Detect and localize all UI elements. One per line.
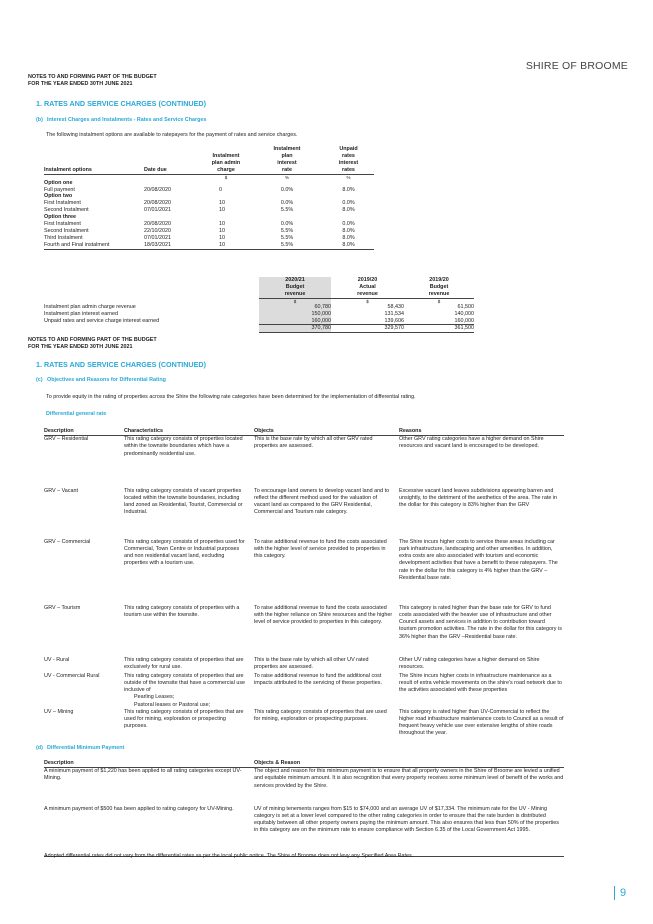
col-header-reasons: Reasons <box>399 428 422 434</box>
col-header-objects: Objects <box>254 428 274 434</box>
rate-objects: This is the base rate by which all other GRV rated properties are assessed. <box>254 436 373 450</box>
subsection-letter: (b) <box>36 117 43 123</box>
section-title-repeat: 1. RATES AND SERVICE CHARGES (CONTINUED) <box>36 360 206 369</box>
unpaid-interest-rate: 8.0% <box>342 186 355 193</box>
date-due: 20/08/2020 <box>144 200 171 207</box>
revenue-table <box>44 277 474 333</box>
unpaid-interest-rate <box>323 214 374 221</box>
characteristics-text: This rating category consists of properties that are outside of the townsite that have a commercial use inclusive of <box>124 672 246 694</box>
minimum-payment-table <box>44 760 564 857</box>
option-label: Full payment <box>44 186 75 193</box>
rate-objects: This is the base rate by which all other UV rated properties are assessed. <box>254 656 369 670</box>
characteristics-text: This rating category consists of properties used for Commercial, Town Centre or Industrial purposes and non residential vacant land, excluding properties with a tourism use. <box>124 538 245 567</box>
admin-charge: 10 <box>219 221 225 228</box>
unit-label: % <box>284 174 289 180</box>
characteristics-text: This rating category consists of properties that are exclusively for rural use. <box>124 656 244 670</box>
table-row <box>44 318 474 325</box>
date-due: 07/01/2021 <box>144 207 171 214</box>
col-header-date: Date due <box>144 166 167 173</box>
characteristics-text: This rating category consists of vacant properties located within the townsite boundaries, including land zoned as Residential, Tourist, Commercial or Industrial. <box>124 487 243 516</box>
rate-objects: To encourage land owners to develop vacant land and to reflect the different method used for the valuation of vacant land as compared to the GRV Residential, Commercial and Tourism rate category. <box>254 487 390 516</box>
header-line: 2019/20 <box>429 277 449 283</box>
characteristics-text: This rating category consists of properties with a tourism use within the townsite. <box>124 604 240 618</box>
table-row <box>44 193 374 200</box>
date-due <box>139 193 201 200</box>
minimum-objects-reason: UV of mining tenements ranges from $15 to $74,000 and an average UV of $17,334. The minimum rate for the UV - Mining category is set at a lower level compared to the other rating categories in order to ensure that the rate burden is distributed equitably between all other property owners paying the minimum amount. This also ensures that less than 50% of the properties in this category are on the minimum rate to ensure compliance with Section 6.35 of the Local Government Act 1995. <box>254 805 559 834</box>
admin-charge <box>201 214 251 221</box>
table-row <box>44 221 374 228</box>
rate-reasons: Other GRV rating categories have a higher demand on Shire resources and vacant land is encouraged to be developed. <box>399 436 544 450</box>
table-row <box>44 228 374 235</box>
page-number-divider <box>614 886 615 900</box>
subsection-label: Objectives and Reasons for Differential Rating <box>47 377 166 383</box>
col-header-description: Description <box>44 428 74 434</box>
header-line: revenue <box>357 290 378 297</box>
plan-interest-rate: 5.5% <box>280 227 294 234</box>
revenue-value: 140,000 <box>454 310 474 317</box>
unpaid-interest-rate: 8.0% <box>342 234 355 241</box>
date-due: 20/08/2020 <box>144 221 171 228</box>
rate-description: UV - Commercial Rural <box>44 672 100 679</box>
subsection-c-title <box>36 377 166 383</box>
col-header-objects-reason: Objects & Reason <box>254 760 301 766</box>
admin-charge <box>201 193 251 200</box>
option-label: Second Instalment <box>44 207 89 214</box>
table-row <box>44 488 564 539</box>
minimum-description: A minimum payment of $1,220 has been applied to all rating categories except UV-Mining. <box>44 768 242 782</box>
table-row <box>44 311 474 318</box>
table-row <box>44 200 374 207</box>
date-due <box>139 180 201 187</box>
admin-charge: 10 <box>219 207 225 214</box>
header-line: revenue <box>284 290 306 297</box>
revenue-label: Instalment plan admin charge revenue <box>44 303 136 310</box>
table-row <box>44 806 564 856</box>
rate-description: UV – Mining <box>44 708 74 715</box>
unpaid-interest-rate: 0.0% <box>342 200 355 207</box>
total-budget-2021: 370,780 <box>259 325 331 333</box>
revenue-value: 150,000 <box>259 311 331 318</box>
notes-heading-line-2: FOR THE YEAR ENDED 30TH JUNE 2021 <box>28 80 133 87</box>
table-row <box>44 436 564 488</box>
table-row <box>44 207 374 214</box>
revenue-label: Unpaid rates and service charge interest earned <box>44 317 160 324</box>
rate-reasons: The Shire incurs higher costs to service these areas including car park infrastructure, landscaping and other amenities. In addition, extra costs are also associated with tourism and economic development activities that have a benefit to these ratepayers. The rate in the dollar for this category is 4% higher than the GRV –Residential base rate. <box>399 538 558 581</box>
revenue-value: 160,000 <box>259 318 331 325</box>
rate-reasons: Other UV rating categories have a higher demand on Shire resources. <box>399 656 540 670</box>
unpaid-interest-rate: 8.0% <box>342 207 355 214</box>
date-due: 07/01/2021 <box>144 234 171 241</box>
unit-label: $ <box>331 298 404 304</box>
unit-label: % <box>346 174 351 180</box>
col-header-unpaid-rate <box>323 146 374 174</box>
minimum-objects-reason: The object and reason for this minimum payment is to ensure that all property owners in the Shire of Broome are levied a unified and equitable minimum amount. It is also recognition that every property receives some minimum level of benefit of the works and services provided by the Shire. <box>254 768 564 789</box>
total-budget-2020: 361,500 <box>404 325 474 333</box>
instalment-intro: The following instalment options are available to ratepayers for the payment of rates and service charges. <box>46 132 298 138</box>
notes-heading-repeat <box>28 337 157 350</box>
col-header-plan-rate <box>251 146 323 174</box>
subsection-letter: (c) <box>36 377 43 383</box>
option-label: Second Instalment <box>44 227 89 234</box>
page-number: 9 <box>620 887 627 899</box>
admin-charge: 10 <box>219 241 225 248</box>
notes-heading <box>28 74 157 87</box>
rate-characteristics <box>124 605 254 657</box>
col-header-option: Instalment options <box>44 166 92 173</box>
table-row <box>44 605 564 657</box>
rate-characteristics <box>124 436 254 488</box>
revenue-value: 131,534 <box>384 310 404 317</box>
plan-interest-rate: 0.0% <box>280 200 294 207</box>
table-row <box>44 214 374 221</box>
table-row <box>44 673 564 709</box>
section-title: 1. RATES AND SERVICE CHARGES (CONTINUED) <box>36 99 206 108</box>
date-due: 18/03/2021 <box>144 241 171 248</box>
table-row <box>44 235 374 242</box>
table-row <box>44 768 564 806</box>
plan-interest-rate <box>251 180 323 187</box>
rate-reasons: The Shire incurs higher costs in infrastructure maintenance as a result of extra vehicle movements on the shire's road network due to the activities associated with these properties <box>399 672 562 694</box>
plan-interest-rate: 5.5% <box>280 241 294 248</box>
rate-characteristics <box>124 539 254 605</box>
col-header-budget-2021 <box>259 277 331 298</box>
rate-description: GRV – Commercial <box>44 538 91 545</box>
differential-rate-table <box>44 428 564 747</box>
unit-label: $ <box>404 298 474 304</box>
header-line: interest <box>277 159 297 166</box>
notes-heading-line-1: NOTES TO AND FORMING PART OF THE BUDGET <box>28 74 157 80</box>
header-line: rate <box>282 166 292 173</box>
unpaid-interest-rate: 8.0% <box>342 241 355 248</box>
rate-description: UV - Rural <box>44 656 70 663</box>
plan-interest-rate <box>251 214 323 221</box>
unpaid-interest-rate <box>323 193 374 200</box>
plan-interest-rate: 5.5% <box>280 234 294 241</box>
rate-characteristics <box>124 709 254 747</box>
header-line: charge <box>217 166 235 173</box>
header-line: Actual <box>359 283 376 290</box>
admin-charge: 10 <box>219 227 225 234</box>
revenue-value: 58,430 <box>387 303 404 310</box>
table-row <box>44 187 374 194</box>
header-line: plan admin <box>211 159 241 166</box>
total-actual-2020: 329,570 <box>331 325 404 333</box>
plan-interest-rate <box>251 193 323 200</box>
header-line: plan <box>281 152 293 159</box>
unit-label: $ <box>259 298 331 304</box>
col-header-actual-2020 <box>331 277 404 298</box>
unit-label: $ <box>224 174 228 180</box>
table-row <box>44 242 374 249</box>
col-header-characteristics: Characteristics <box>124 428 163 434</box>
col-header-admin <box>201 146 251 174</box>
header-line: Instalment <box>273 146 301 152</box>
rate-description: GRV – Vacant <box>44 487 78 494</box>
option-label: First Instalment <box>44 200 81 207</box>
differential-general-rate-label: Differential general rate <box>46 411 107 417</box>
date-due: 22/10/2020 <box>144 227 171 234</box>
plan-interest-rate: 0.0% <box>280 186 294 193</box>
rate-characteristics <box>124 657 254 673</box>
bullet-item: Pastoral leases or Pastoral use; <box>134 701 211 708</box>
rate-objects: This rating category consists of properties that are used for mining, exploration or prospecting purposes. <box>254 708 387 722</box>
characteristics-text: This rating category consists of properties that are used for mining, exploration or prospecting purposes. <box>124 708 244 730</box>
rate-description: GRV – Tourism <box>44 604 81 611</box>
header-line: 2020/21 <box>285 277 305 283</box>
table-row <box>44 709 564 747</box>
table-row <box>44 304 474 311</box>
bullet-item: Pearling Leases; <box>134 694 175 701</box>
header-line: Instalment <box>212 152 240 159</box>
revenue-value: 139,606 <box>384 317 404 324</box>
notes-heading-line-2: FOR THE YEAR ENDED 30TH JUNE 2021 <box>28 343 133 350</box>
subsection-d-title <box>36 745 124 751</box>
subsection-b-title <box>36 117 206 123</box>
admin-charge: 0 <box>219 186 222 193</box>
col-header-budget-2020 <box>404 277 474 298</box>
rate-description: GRV – Residential <box>44 436 89 443</box>
col-header-description: Description <box>44 760 74 766</box>
option-label: Option one <box>44 179 73 186</box>
subsection-letter: (d) <box>36 745 43 751</box>
option-label: First Instalment <box>44 221 81 228</box>
unpaid-interest-rate: 0.0% <box>342 221 355 228</box>
option-label: Option two <box>44 193 73 200</box>
header-line: 2019/20 <box>357 277 378 283</box>
option-label: Option three <box>44 214 77 221</box>
revenue-value: 60,780 <box>259 304 331 311</box>
header-line: Budget <box>429 283 449 290</box>
rate-reasons: This category is rated higher than the base rate for GRV to fund costs associated with the heavier use of infrastructure and other Council assets and services in addition to contribution toward tourism promotion activities. The rate in the dollar for this category is 36% higher than the GRV –Residential base rate. <box>399 604 562 640</box>
rate-objects: To raise additional revenue to fund the costs associated with the higher level of service provided to properties in this category. <box>254 538 387 560</box>
unpaid-interest-rate <box>323 180 374 187</box>
option-label: Fourth and Final instalment <box>44 241 110 248</box>
rate-objects: To raise additional revenue to fund the costs associated with the higher reliance on Shire resources and the higher level of service provided to properties in this category. <box>254 604 393 626</box>
instalment-table <box>44 146 374 250</box>
subsection-label: Differential Minimum Payment <box>47 745 125 751</box>
table-row <box>44 180 374 187</box>
rate-objects: To raise additional revenue to fund the additional cost impacts attributed to the servicing of these properties. <box>254 672 382 686</box>
date-due <box>139 214 201 221</box>
rate-reasons: Excessive vacant land leaves subdivisions appearing barren and unsightly, to the detriment of the aesthetics of the area. The rate in the dollar for this category is 83% higher than the GRV <box>399 487 558 509</box>
revenue-label: Instalment plan interest earned <box>44 310 119 317</box>
table-row <box>44 657 564 673</box>
revenue-value: 160,000 <box>454 317 474 324</box>
header-line: rates <box>342 152 355 159</box>
rate-reasons: This category is rated higher than UV-Commercial to reflect the higher road infrastructure maintenance costs to Council as a result of frequent heavy vehicle use over extensive lengths of shire roads throughout the year. <box>399 708 564 737</box>
organisation-name: SHIRE OF BROOME <box>525 60 628 72</box>
admin-charge <box>201 180 251 187</box>
rate-characteristics <box>124 488 254 539</box>
table-row <box>44 539 564 605</box>
revenue-value: 61,500 <box>457 303 474 310</box>
rate-characteristics <box>124 673 254 709</box>
characteristics-text: This rating category consists of properties located within the townsite boundaries which have a predominantly residential use. <box>124 436 243 457</box>
header-line: Unpaid <box>339 146 358 152</box>
date-due: 20/08/2020 <box>144 186 171 193</box>
plan-interest-rate: 0.0% <box>280 221 294 228</box>
subsection-label: Interest Charges and Instalments - Rates and Service Charges <box>47 117 207 123</box>
header-line: revenue <box>428 290 450 297</box>
notes-heading-line-1: NOTES TO AND FORMING PART OF THE BUDGET <box>28 337 157 343</box>
minimum-description: A minimum payment of $500 has been applied to rating category for UV-Mining. <box>44 805 234 812</box>
admin-charge: 10 <box>219 200 225 207</box>
footer-note: Adopted differential rates did not vary from the differential rates as per the local public notice. The Shire of Broome does not levy any Specified Area Rates. <box>44 853 414 859</box>
admin-charge: 10 <box>219 234 225 241</box>
differential-intro: To provide equity in the rating of properties across the Shire the following rate categories have been determined for the implementation of differential rating. <box>46 394 416 400</box>
unpaid-interest-rate: 8.0% <box>342 227 355 234</box>
header-line: rates <box>342 166 355 173</box>
header-line: Budget <box>285 283 305 290</box>
option-label: Third Instalment <box>44 234 83 241</box>
plan-interest-rate: 5.5% <box>280 207 294 214</box>
header-line: interest <box>338 159 359 166</box>
